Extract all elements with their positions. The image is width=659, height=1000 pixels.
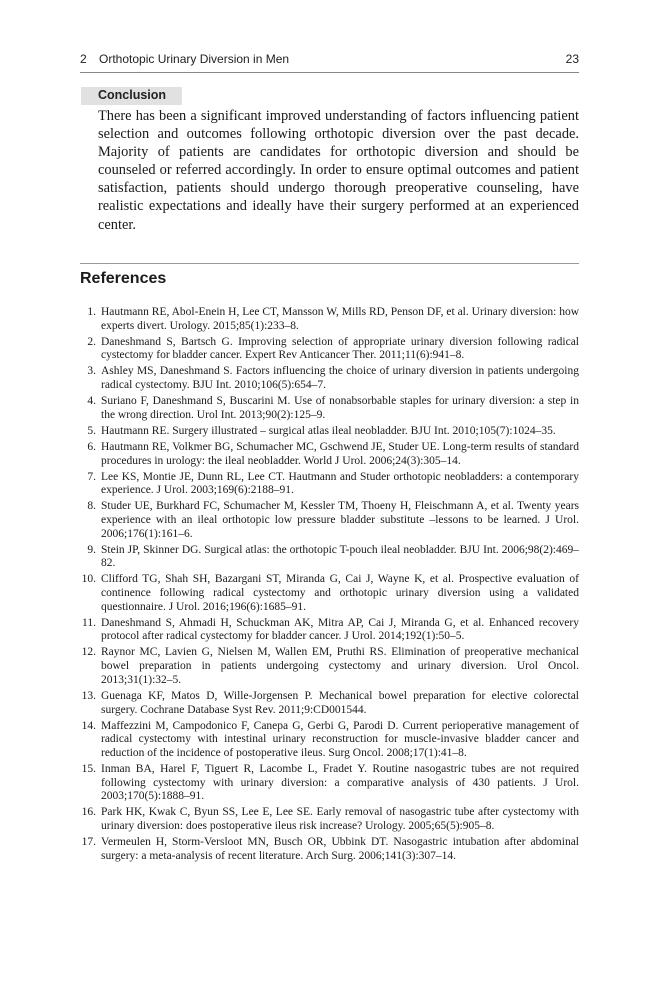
reference-number: 8. [87,500,96,513]
reference-number: 7. [87,470,96,483]
reference-text: Daneshmand S, Bartsch G. Improving selection of appropriate urinary diversion following radical cystectomy for bladder cancer. Expert Rev Anticancer Ther. 2011;11(6):941–8. [101,335,579,362]
reference-item [80,471,579,498]
reference-number: 12. [81,646,96,659]
reference-number: 2. [87,335,96,348]
header-divider [80,72,579,73]
reference-item [80,690,579,717]
reference-text: Hautmann RE, Volkmer BG, Schumacher MC, Gschwend JE, Studer UE. Long-term results of standard procedures in urology: the ileal neobladder. World J Urol. 2006;24(3):305–14. [101,440,579,467]
reference-text: Stein JP, Skinner DG. Surgical atlas: the orthotopic T-pouch ileal neobladder. BJU Int. 2006;98(2):469–82. [101,543,579,570]
reference-text: Hautmann RE, Abol-Enein H, Lee CT, Mansson W, Mills RD, Penson DF, et al. Urinary diversion: how experts divert. Urology. 2015;85(1):233–8. [101,306,579,332]
reference-item [80,646,579,687]
conclusion-label-box [81,87,182,105]
reference-number: 1. [87,306,96,318]
references-heading: References [80,270,167,287]
reference-number: 14. [81,719,96,732]
reference-text: Maffezzini M, Campodonico F, Canepa G, Gerbi G, Parodi D. Current perioperative management of radical cystectomy with intestinal urinary reconstruction for muscle-invasive bladder cancer and reduction of the incidence of postoperative ileus. Surg Oncol. 2008;17(1):41–8. [101,719,579,759]
section-divider [80,263,579,264]
reference-text: Studer UE, Burkhard FC, Schumacher M, Kessler TM, Thoeny H, Fleischmann A, et al. Twenty years experience with an ileal orthotopic low pressure bladder substitute –lessons to be learned. J Urol. 2006;176(1):161–6. [101,500,579,540]
reference-item [80,806,579,833]
reference-item [80,365,579,392]
reference-item [80,395,579,422]
chapter-number: 2 [80,52,87,66]
reference-number: 13. [81,689,96,702]
reference-text: Hautmann RE. Surgery illustrated – surgical atlas ileal neobladder. BJU Int. 2010;105(7):1024–35. [101,424,556,437]
reference-text: Park HK, Kwak C, Byun SS, Lee E, Lee SE. Early removal of nasogastric tube after cystectomy with urinary diversion: does postoperative ileus risk increase? Urology. 2005;65(5):905–8. [101,806,579,833]
reference-text: Vermeulen H, Storm-Versloot MN, Busch OR, Ubbink DT. Nasogastric intubation after abdominal surgery: a meta-analysis of recent literature. Arch Surg. 2006;141(3):307–14. [101,836,579,862]
reference-text: Lee KS, Montie JE, Dunn RL, Lee CT. Hautmann and Studer orthotopic neobladders: a contemporary experience. J Urol. 2003;169(6):2188–91. [101,470,579,497]
reference-item [80,544,579,571]
reference-number: 4. [87,395,96,408]
reference-item [80,425,579,439]
conclusion-paragraph: There has been a significant improved understanding of factors influencing patient selection and outcomes following orthotopic diversion over the past decade. Majority of patients are candidates for orthotopic diversion and should be counseled or referred accordingly. In order to ensure optimal outcomes and patient satisfaction, patients should undergo thorough preoperative counseling, have realistic expectations and ideally have their surgery performed at an experienced center. [98,108,579,233]
reference-text: Raynor MC, Lavien G, Nielsen M, Wallen EM, Pruthi RS. Elimination of preoperative mechanical bowel preparation in patients undergoing cystectomy and urinary diversion. Urol Oncol. 2013;31(1):32–5. [101,646,579,686]
reference-list [80,306,579,866]
reference-item [80,336,579,363]
reference-item [80,763,579,804]
reference-item [80,306,579,333]
reference-number: 11. [82,616,96,629]
conclusion-label: Conclusion [98,88,167,102]
reference-text: Daneshmand S, Ahmadi H, Schuckman AK, Mitra AP, Cai J, Miranda G, et al. Enhanced recovery protocol after radical cystectomy for bladder cancer. J Urol. 2014;192(1):50–5. [101,616,579,643]
reference-text: Inman BA, Harel F, Tiguert R, Lacombe L, Fradet Y. Routine nasogastric tubes are not required following cystectomy with urinary diversion: a comparative analysis of 430 patients. J Urol. 2003;170(5):1888–91. [101,762,579,803]
running-header [80,50,579,70]
reference-item [80,500,579,541]
reference-number: 17. [81,836,96,849]
reference-number: 15. [81,762,96,775]
reference-item [80,836,579,863]
reference-number: 5. [87,424,96,437]
reference-item [80,720,579,761]
reference-item [80,617,579,644]
reference-item [80,573,579,614]
reference-number: 10. [81,573,96,586]
reference-text: Suriano F, Daneshmand S, Buscarini M. Use of nonabsorbable staples for urinary diversion: a step in the wrong direction. Urol Int. 2013;90(2):125–9. [101,395,579,421]
reference-number: 9. [87,543,96,556]
reference-number: 6. [87,440,96,453]
reference-number: 16. [81,806,96,819]
reference-text: Guenaga KF, Matos D, Wille-Jorgensen P. Mechanical bowel preparation for elective colorectal surgery. Cochrane Database Syst Rev. 2011;9:CD001544. [101,689,579,716]
reference-text: Clifford TG, Shah SH, Bazargani ST, Miranda G, Cai J, Wayne K, et al. Prospective evaluation of continence following radical cystectomy and orthotopic urinary diversion using a validated questionnaire. J Urol. 2016;196(6):1685–91. [101,573,579,613]
reference-text: Ashley MS, Daneshmand S. Factors influencing the choice of urinary diversion in patients undergoing radical cystectomy. BJU Int. 2010;106(5):654–7. [101,365,579,392]
reference-number: 3. [87,365,96,378]
reference-item [80,441,579,468]
chapter-title: Orthotopic Urinary Diversion in Men [99,52,290,66]
page-number: 23 [565,52,579,66]
